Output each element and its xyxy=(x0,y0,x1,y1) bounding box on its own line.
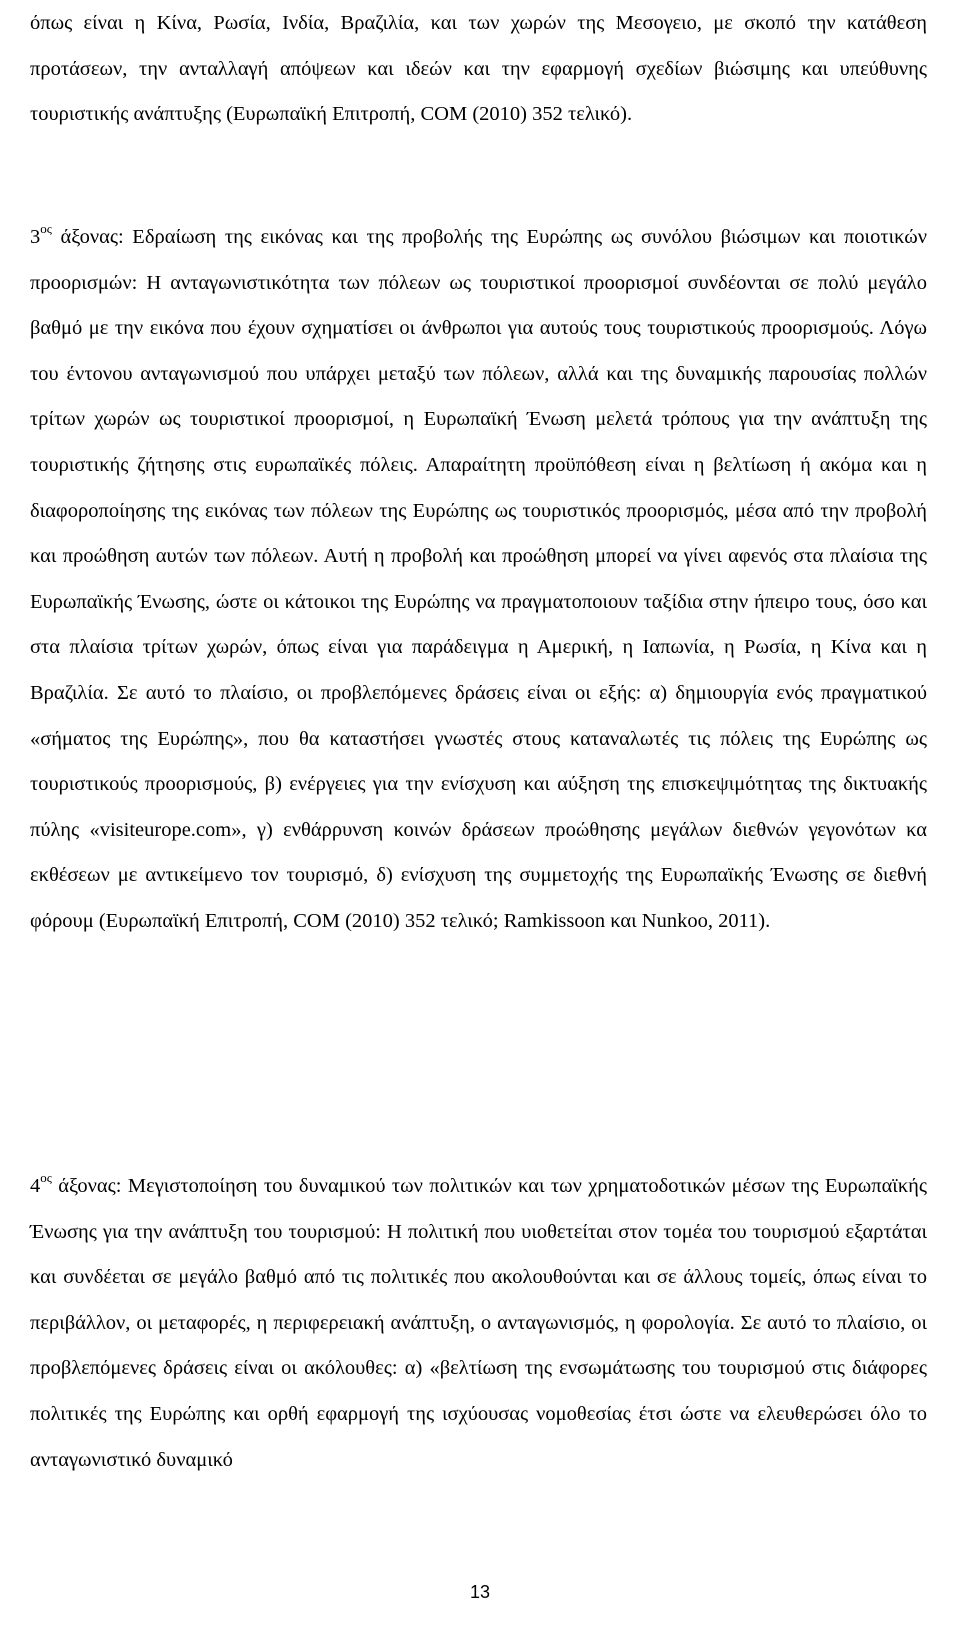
paragraph-1-text: όπως είναι η Κίνα, Ρωσία, Ινδία, Βραζιλία, και των χωρών της Μεσογειο, με σκοπό την κατάθεση προτάσεων, την ανταλλαγή απόψεων και ιδεών και την εφαρμογή σχεδίων βιώσιμης και υπεύθυνης τουριστικής ανάπτυξης (Ευρωπαϊκή Επιτροπή, COM (2010) 352 τελικό). xyxy=(30,12,927,126)
paragraph-2-text: άξονας: Εδραίωση της εικόνας και της προβολής της Ευρώπης ως συνόλου βιώσιμων και ποιοτικών προορισμών: Η ανταγωνιστικότητα των πόλεων ως τουριστικοί προορισμοί συνδέονται σε πολύ μεγάλο βαθμό με την εικόνα που έχουν σχηματίσει οι άνθρωποι για αυτούς τους τουριστικούς προορισμούς. Λόγω του έντονου ανταγωνισμού που υπάρχει μεταξύ των πόλεων, αλλά και της δυναμικής παρουσίας πολλών τρίτων χωρών ως τουριστικοί προορισμοί, η Ευρωπαϊκή Ένωση μελετά τρόπους για την ανάπτυξη της τουριστικής ζήτησης στις ευρωπαϊκές πόλεις. Απαραίτητη προϋπόθεση είναι η βελτίωση ή ακόμα και η διαφοροποίησης της εικόνας των πόλεων της Ευρώπης ως τουριστικός προορισμός, μέσα από την προβολή και προώθηση αυτών των πόλεων. Αυτή η προβολή και προώθηση μπορεί να γίνει αφενός στα πλαίσια της Ευρωπαϊκής Ένωσης, ώστε οι κάτοικοι της Ευρώπης να πραγματοποιουν ταξίδια στην ήπειρο τους, όσο και στα πλαίσια τρίτων χωρών, όπως είναι για παράδειγμα η Αμερική, η Ιαπωνία, η Ρωσία, η Κίνα και η Βραζιλία. Σε αυτό το πλαίσιο, οι προβλεπόμενες δράσεις είναι οι εξής: α) δημιουργία ενός πραγματικού «σήματος της Ευρώπης», που θα καταστήσει γνωστές στους καταναλωτές τις πόλεις της Ευρώπης ως τουριστικούς προορισμούς, β) ενέργειες για την ενίσχυση και αύξηση της επισκεψιμότητας της δικτυακής πύλης «visiteurope.com», γ) ενθάρρυνση κοινών δράσεων προώθησης μεγάλων διεθνών γεγονότων κα εκθέσεων με αντικείμενο τον τουρισμό, δ) ενίσχυση της συμμετοχής της Ευρωπαϊκής Ένωσης σε διεθνή φόρουμ (Ευρωπαϊκή Επιτροπή, COM (2010) 352 τελικό; Ramkissoon και Nunkoo, 2011). xyxy=(30,226,927,932)
paragraph-2-body xyxy=(30,215,927,945)
paragraph-axis-3 xyxy=(30,215,927,945)
axis-ordinal-suffix: ος xyxy=(40,221,52,237)
paragraph-axis-4 xyxy=(30,1164,927,1483)
axis-ordinal-suffix: ος xyxy=(40,1170,52,1186)
page-number: 13 xyxy=(469,1582,491,1602)
paragraph-continuation xyxy=(30,1,927,138)
paragraph-3-body xyxy=(30,1164,927,1483)
paragraph-3-text: άξονας: Μεγιστοποίηση του δυναμικού των πολιτικών και των χρηματοδοτικών μέσων της Ευρωπαϊκής Ένωσης για την ανάπτυξη του τουρισμού: Η πολιτική που υιοθετείται στον τομέα του τουρισμού εξαρτάται και συνδέεται σε μεγάλο βαθμό από τις πολιτικές που ακολουθούνται και σε άλλους τομείς, όπως είναι το περιβάλλον, οι μεταφορές, η περιφερειακή ανάπτυξη, ο ανταγωνισμός, η φορολογία. Σε αυτό το πλαίσιο, οι προβλεπόμενες δράσεις είναι οι ακόλουθες: α) «βελτίωση της ενσωμάτωσης του τουρισμού στις διάφορες πολιτικές της Ευρώπης και ορθή εφαρμογή της ισχύουσας νομοθεσίας έτσι ώστε να ελευθερώσει όλο το ανταγωνιστικό δυναμικό xyxy=(30,1175,927,1471)
axis-number: 4 xyxy=(30,1175,41,1197)
axis-number: 3 xyxy=(30,226,41,248)
